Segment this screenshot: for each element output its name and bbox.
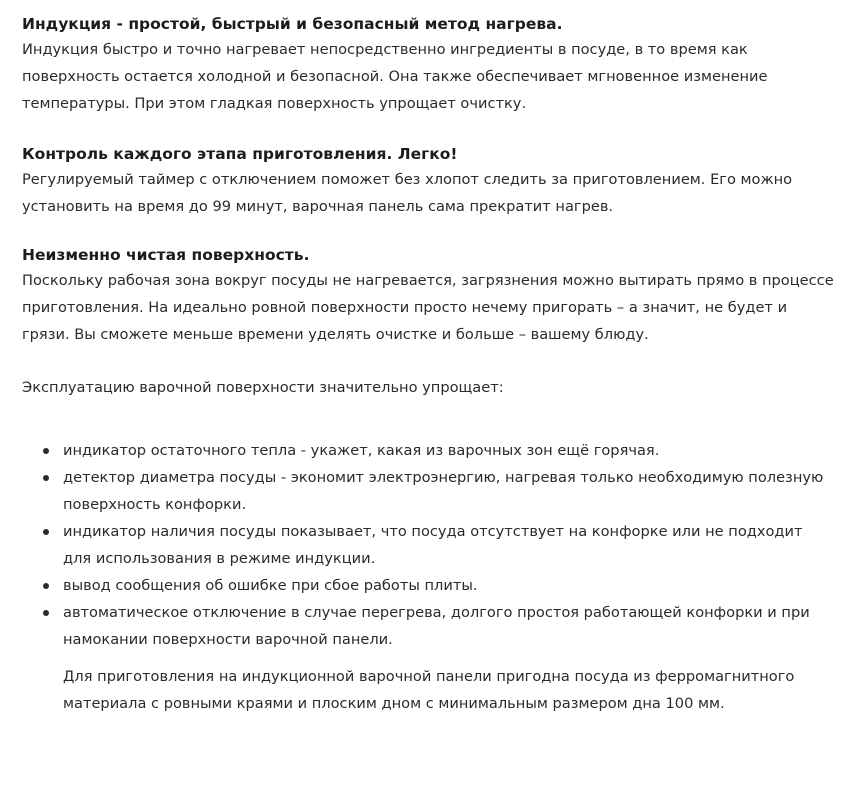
list-item xyxy=(63,437,834,464)
bullet-dot-icon xyxy=(43,583,49,589)
list-item xyxy=(63,464,834,518)
bullet-dot-icon xyxy=(43,610,49,616)
section-text-clean-surface: Поскольку рабочая зона вокруг посуды не нагревается, загрязнения можно вытирать прямо в процессе приготовления. На идеально ровной поверхности просто нечему пригорать – а значит, не будет и грязи. Вы сможете меньше времени уделять очистке и больше – вашему блюду. xyxy=(22,272,834,343)
list-item xyxy=(63,518,834,572)
section-text-induction: Индукция быстро и точно нагревает непосредственно ингредиенты в посуде, в то время как поверхность остается холодной и безопасной. Она также обеспечивает мгновенное изменение температуры. При этом гладкая поверхность упрощает очистку. xyxy=(22,41,768,112)
list-item-text: индикатор наличия посуды показывает, что посуда отсутствует на конфорке или не подходит для использования в режиме индукции. xyxy=(63,523,803,567)
section-title-induction: Индукция - простой, быстрый и безопасный метод нагрева. xyxy=(22,15,563,33)
list-item-text: индикатор остаточного тепла - укажет, какая из варочных зон ещё горячая. xyxy=(63,442,660,459)
section-text-control: Регулируемый таймер с отключением поможет без хлопот следить за приготовлением. Его можно установить на время до 99 минут, варочная панель сама прекратит нагрев. xyxy=(22,171,793,215)
section-title-control: Контроль каждого этапа приготовления. Легко! xyxy=(22,145,458,163)
cookware-note: Для приготовления на индукционной варочной панели пригодна посуда из ферромагнитного материала с ровными краями и плоским дном с минимальным размером дна 100 мм. xyxy=(63,668,795,712)
list-item xyxy=(63,572,834,599)
list-item-text: детектор диаметра посуды - экономит электроэнергию, нагревая только необходимую полезную поверхность конфорки. xyxy=(63,469,824,513)
list-item-text: автоматическое отключение в случае перегрева, долгого простоя работающей конфорки и при намокании поверхности варочной панели. xyxy=(63,604,810,648)
bullet-dot-icon xyxy=(43,475,49,481)
list-item xyxy=(63,599,834,653)
list-item-text: вывод сообщения об ошибке при сбое работы плиты. xyxy=(63,577,478,594)
features-intro: Эксплуатацию варочной поверхности значительно упрощает: xyxy=(22,379,504,396)
features-list xyxy=(22,437,834,653)
bullet-dot-icon xyxy=(43,448,49,454)
section-title-clean-surface: Неизменно чистая поверхность. xyxy=(22,246,310,264)
bullet-dot-icon xyxy=(43,529,49,535)
